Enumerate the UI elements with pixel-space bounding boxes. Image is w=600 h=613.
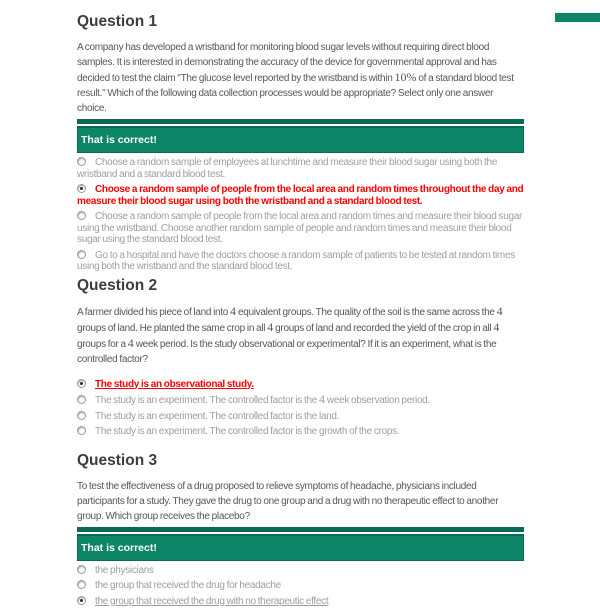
answer-option-label [77, 157, 497, 180]
text-run: To test the effectiveness of a drug proposed to relieve symptoms of headache, physicians included participants for a study. They gave the drug to one group and a drug with no therapeutic effect to another group. Which group receives the placebo? [77, 480, 499, 522]
answer-option-label [95, 411, 339, 422]
answer-option[interactable] [77, 157, 524, 180]
text-run: groups of land. He planted the same crop in all [77, 322, 268, 334]
feedback-box [77, 527, 524, 561]
answer-option-label [77, 211, 522, 245]
text-run: Choose a random sample of people from the local area and random times throughout the day and measure their blood sugar using both the wristband and a standard blood test. [77, 184, 524, 207]
corner-badge [555, 13, 600, 22]
radio-button-icon[interactable] [77, 411, 86, 420]
options-list [77, 157, 524, 273]
answer-option-label [95, 580, 281, 591]
feedback-banner: That is correct! [77, 126, 524, 153]
radio-button-icon[interactable] [77, 580, 86, 589]
radio-button-icon[interactable] [77, 565, 86, 574]
math-number: 4 [318, 392, 325, 406]
text-run: the physicians [95, 564, 154, 576]
math-number: 10% [394, 70, 417, 84]
feedback-banner: That is correct! [77, 534, 524, 561]
feedback-box [77, 119, 524, 153]
answer-option-label [95, 565, 154, 576]
radio-button-icon[interactable] [77, 250, 86, 259]
question-text [77, 479, 524, 524]
math-number: 4 [493, 319, 500, 334]
text-run: week period. Is the study observational or experimental? If it is an experiment, what is the controlled factor? [77, 338, 497, 365]
math-number: 4 [267, 319, 274, 334]
question-block [77, 452, 524, 608]
text-run: equivalent groups. The quality of the soil is the same across the [236, 306, 497, 318]
radio-button-icon[interactable] [77, 395, 86, 404]
options-list [77, 379, 524, 438]
radio-button-icon[interactable] [77, 379, 86, 388]
radio-button-icon[interactable] [77, 184, 86, 193]
answer-option-label [95, 379, 254, 390]
text-run: The study is an experiment. The controlled factor is the land. [95, 410, 340, 422]
text-run: of a standard blood test result." Which of the following data collection processes would be appropriate? Select only one answer choice. [77, 73, 514, 114]
question-text [77, 40, 524, 116]
question-title: Question 3 [77, 451, 158, 469]
math-number: 4 [496, 303, 503, 318]
quiz-page [0, 13, 600, 613]
answer-option-label [95, 596, 328, 607]
answer-option-label [77, 250, 515, 273]
text-run: the group that received the drug for headache [95, 580, 281, 591]
math-number: 4 [230, 303, 236, 318]
radio-button-icon[interactable] [77, 211, 86, 220]
answer-option-label [95, 392, 430, 406]
answer-option[interactable] [77, 379, 524, 391]
text-run: Choose a random sample of people from the local area and random times and measure their blood sugar using the wristband. Choose another random sample of people and random times and measure their blood sugar using the standard blood test. [77, 211, 523, 245]
radio-button-icon[interactable] [77, 157, 86, 166]
answer-option[interactable] [77, 411, 524, 423]
answer-option[interactable] [77, 565, 524, 577]
answer-option[interactable] [77, 394, 524, 407]
text-run: the group that received the drug with no therapeutic effect [95, 595, 329, 607]
text-run: The study is an experiment. The controlled factor is the growth of the crops. [95, 426, 400, 437]
feedback-top-strip [77, 119, 524, 124]
text-run: week observation period. [324, 395, 430, 406]
options-list [77, 565, 524, 608]
quiz-content [77, 13, 524, 607]
text-run: Go to a hospital and have the doctors choose a random sample of patients to be tested at random times using both the wristband and the standard blood test. [77, 249, 515, 272]
answer-option[interactable] [77, 580, 524, 592]
text-run: A company has developed a wristband for monitoring blood sugar levels without requiring direct blood samples. It is interested in demonstrating the accuracy of the device for governmental approval and has decided to test the claim "The glucose level reported by the wristband is within [77, 42, 497, 84]
radio-button-icon[interactable] [77, 596, 86, 605]
answer-option-label [77, 184, 523, 207]
question-text [77, 304, 524, 367]
answer-option[interactable] [77, 596, 524, 608]
text-run: Choose a random sample of employees at lunchtime and measure their blood sugar using both the wristband and a standard blood test. [77, 157, 498, 180]
text-run: The study is an experiment. The controlled factor is the [95, 395, 319, 406]
answer-option[interactable] [77, 184, 524, 207]
question-title: Question 2 [77, 276, 158, 294]
question-title: Question 1 [77, 13, 158, 30]
question-block [77, 277, 524, 438]
question-block [77, 13, 524, 273]
text-run: groups for a [77, 338, 128, 350]
feedback-top-strip [77, 527, 524, 532]
answer-option[interactable] [77, 250, 524, 273]
text-run: The study is an observational study. [95, 378, 254, 390]
text-run: groups of land and recorded the yield of the crop in all [273, 322, 494, 334]
text-run: A farmer divided his piece of land into [77, 306, 230, 318]
answer-option[interactable] [77, 211, 524, 246]
radio-button-icon[interactable] [77, 426, 86, 435]
math-number: 4 [127, 335, 134, 350]
answer-option[interactable] [77, 426, 524, 438]
answer-option-label [95, 426, 399, 437]
